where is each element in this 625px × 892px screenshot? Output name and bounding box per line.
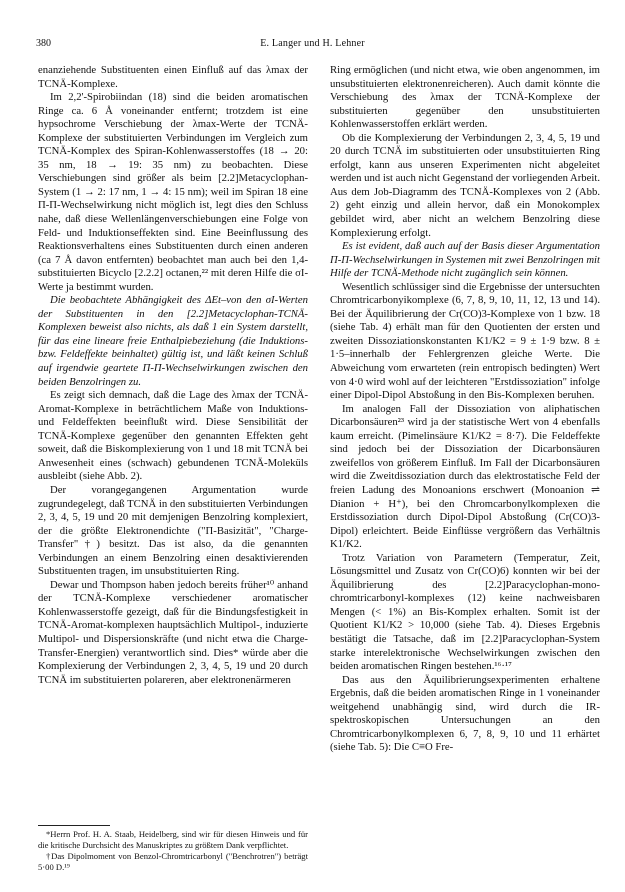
paragraph: Im analogen Fall der Dissoziation von aliphatischen Dicarbonsäuren²³ wird ja der statistische Wert von 4 ebenfalls kaum erreicht. (Pimelinsäure K1/K2 = 8·7). Die Feldeffekte sind jedoch bei der Dissoziation der Dicarbonsäuren zweifellos von größerem Einfluß. Im Fall der Dicarbonsäuren wird die Zweitdissoziation durch das elektrostatische Feld der freien Ladung des Monoanions erschwert (Monoanion ⇌ Dianion + H⁺), bei den Chromcarbonylkomplexen die Erstdissoziation durch Dipol-Dipol Abstoßung (Cr(CO)3-Dipol) erleichtert. Beide Einflüsse vergrößern das Verhältnis K1/K2. (330, 402, 600, 551)
paragraph: enanziehende Substituenten einen Einfluß auf das λmax der TCNÄ-Komplexe. (38, 64, 308, 90)
footnote-rule (38, 825, 110, 826)
footnote: †Das Dipolmoment von Benzol-Chromtricarbonyl ("Benchrotren") beträgt 5·00 D.¹⁹ (38, 851, 308, 872)
right-column (330, 64, 600, 755)
footnotes (38, 825, 308, 873)
paragraph: Das aus den Äquilibrierungsexperimenten erhaltene Ergebnis, daß die beiden aromatischen Ringe in 1 voneinander weitgehend unabhängig sind, wird durch die IR-spektroskopischen Untersuchungen an den Chromtricarbonylkomplexen 6, 7, 8, 9, 10 und 11 erhärtet (siehe Tab. 5): Die C≡O Fre- (330, 673, 600, 754)
paragraph: Es ist evident, daß auch auf der Basis dieser Argumentation Π-Π-Wechselwirkungen in Systemen mit zwei Benzolringen mit Hilfe der TCNÄ-Methode nicht zugänglich sein können. (330, 240, 600, 280)
paragraph: Ob die Komplexierung der Verbindungen 2, 3, 4, 5, 19 und 20 durch TCNÄ im substituierten oder unsubstituierten Ring erfolgt, kann aus unseren Experimenten nicht abgeleitet werden und ist auch nicht Gegenstand der vorliegenden Arbeit. Aus dem Job-Diagramm des TCNÄ-Komplexes von 2 (Abb. 2) geht einzig und allein hervor, daß ein Monokomplex gebildet wird, aber nicht an welchem Benzolring diese Komplexierung erfolgt. (330, 131, 600, 239)
left-column (38, 64, 308, 687)
footnote: *Herrn Prof. H. A. Staab, Heidelberg, sind wir für diesen Hinweis und für die kritische Durchsicht des Manuskriptes zu größtem Dank verpflichtet. (38, 829, 308, 850)
paragraph: Ring ermöglichen (und nicht etwa, wie oben angenommen, im unsubstituierten elektronenreicheren). Auch damit könnte die Verschiebung des λmax der TCNÄ-Komplexe der substituierten gegenüber den unsubstituierten Kohlenwasserstoffen erklärt werden. (330, 64, 600, 131)
paragraph: Im 2,2'-Spirobiindan (18) sind die beiden aromatischen Ringe ca. 6 Å voneinander entfernt; trotzdem ist eine hypsochrome Verschiebung der λmax-Werte der TCNÄ-Komplexe der substituierten Verbindungen im Vergleich zum TCNÄ-Komplex des Spiran-Kohlenwasserstoffes (18 → 20: 35 nm, 18 → 19: 35 nm) zu beobachten. Diese Verschiebungen sind größer als beim [2.2]Metacyclophan-System (1 → 2: 17 nm, 1 → 4: 15 nm); weil im Spiran 18 eine Π-Π-Wechselwirkung nicht möglich ist, legt dies den Schluss nahe, daß diese Wellenlängenverschiebungen eine Folge von Feld- und Induktionseffekten sind. Eine Beeinflussung des Reaktionsverhaltens eines Substituenten durch einen anderen (ca 7 Å davon entfernten) beobachtet man auch bei den 1,4-substituierten Bicyclo [2.2.2] octanen,²² mit deren Hilfe die σI-Werte ja bestimmt wurden. (38, 91, 308, 293)
running-head: E. Langer und H. Lehner (260, 38, 365, 49)
paragraph: Der vorangegangenen Argumentation wurde zugrundegelegt, daß TCNÄ in den substituierten Verbindungen 2, 3, 4, 5, 19 und 20 mit demjenigen Benzolring komplexiert, der die größte Elektronendichte ("Π-Basizität", "Charge-Transfer"†) besitzt. Das ist also, da die genannten Verbindungen an einem Benzolring einen desaktivierenden Substituenten tragen, im unsubstituierten Ring. (38, 483, 309, 578)
paragraph: Wesentlich schlüssiger sind die Ergebnisse der untersuchten Chromtricarbonyikomplexe (6, 7, 8, 9, 10, 11, 12, 13 und 14). Bei der Äquilibrierung der Cr(CO)3-Komplexe von 1 bzw. 18 (siehe Tab. 4) erhält man für den Quotienten der ersten und zweiten Dissoziationskonstanten K1/K2 = 9 ± 1·9 bzw. 8 ± 1·5–innerhalb der Fehlergrenzen gleiche Werte. Die Abweichung vom erwarteten (rein entropisch bedingten) Wert von 4·0 wird wohl auf der leichteren "Erstdissoziation" infolge einer Dipol-Dipol Abstoßung in den Bis-Komplexen beruhen. (330, 280, 600, 402)
page-number: 380 (36, 38, 51, 49)
paragraph: Dewar und Thompson haben jedoch bereits früher¹⁰ anhand der TCNÄ-Komplexe verschiedener aromatischer Kohlenwasserstoffe gezeigt, daß für die Bindungsfestigkeit in TCNÄ-Aromat-komplexen hauptsächlich Multipol-, induzierte Multipol- und Dispersionskräfte (und nicht etwa die Charge-Transfer-Energien) verantwortlich sind. Dies* würde aber die Komplexierung der Verbindungen 2, 3, 4, 5, 19 und 20 durch TCNÄ im substituierten polareren, aber elektronenärmeren (38, 578, 308, 686)
paragraph: Es zeigt sich demnach, daß die Lage des λmax der TCNÄ-Aromat-Komplexe in beträchtlichem Maße von Induktions- und Feldeffekten beeinflußt wird. Diese Sensibilität der TCNÄ-Komplexe gegenüber den genannten Effekten geht soweit, daß die Biskomplexierung von 1 und 18 mit TCNÄ bei Anwesenheit eines (schwach) gebundenen TCNÄ-Moleküls ausbleibt (siehe Abb. 2). (38, 389, 308, 483)
page-header (36, 38, 589, 52)
paragraph: Trotz Variation von Parametern (Temperatur, Zeit, Lösungsmittel und Zusatz von Cr(CO)6) konnten wir bei der Äquilibrierung des [2.2]Paracyclophan-mono-chromtricarbonyl-komplexes (12) keine nachweisbaren Mengen (< 1%) an Bis-Komplex erhalten. Somit ist der Quotient K1/K2 > 10,000 (siehe Tab. 4). Dieses Ergebnis bestätigt die Tatsache, daß im [2.2]Paracyclophan-System starke interelektronische Wechselwirkungen zwischen den beiden aromatischen Ringen bestehen.¹⁶·¹⁷ (330, 551, 600, 673)
paragraph: Die beobachtete Abhängigkeit des ΔEt–von den σI-Werten der Substituenten in den [2.2]Metacyclophan-TCNÄ-Komplexen beweist also nichts, als daß 1 ein System darstellt, für das eine lineare freie Enthalpiebeziehung (die Induktions- bzw. Feldeffekte beinhaltet) gültig ist, und läßt keinen Schluß auf irgendwie geartete Π-Π-Wechselwirkungen zwischen den beiden Benzolringen zu. (38, 294, 308, 388)
